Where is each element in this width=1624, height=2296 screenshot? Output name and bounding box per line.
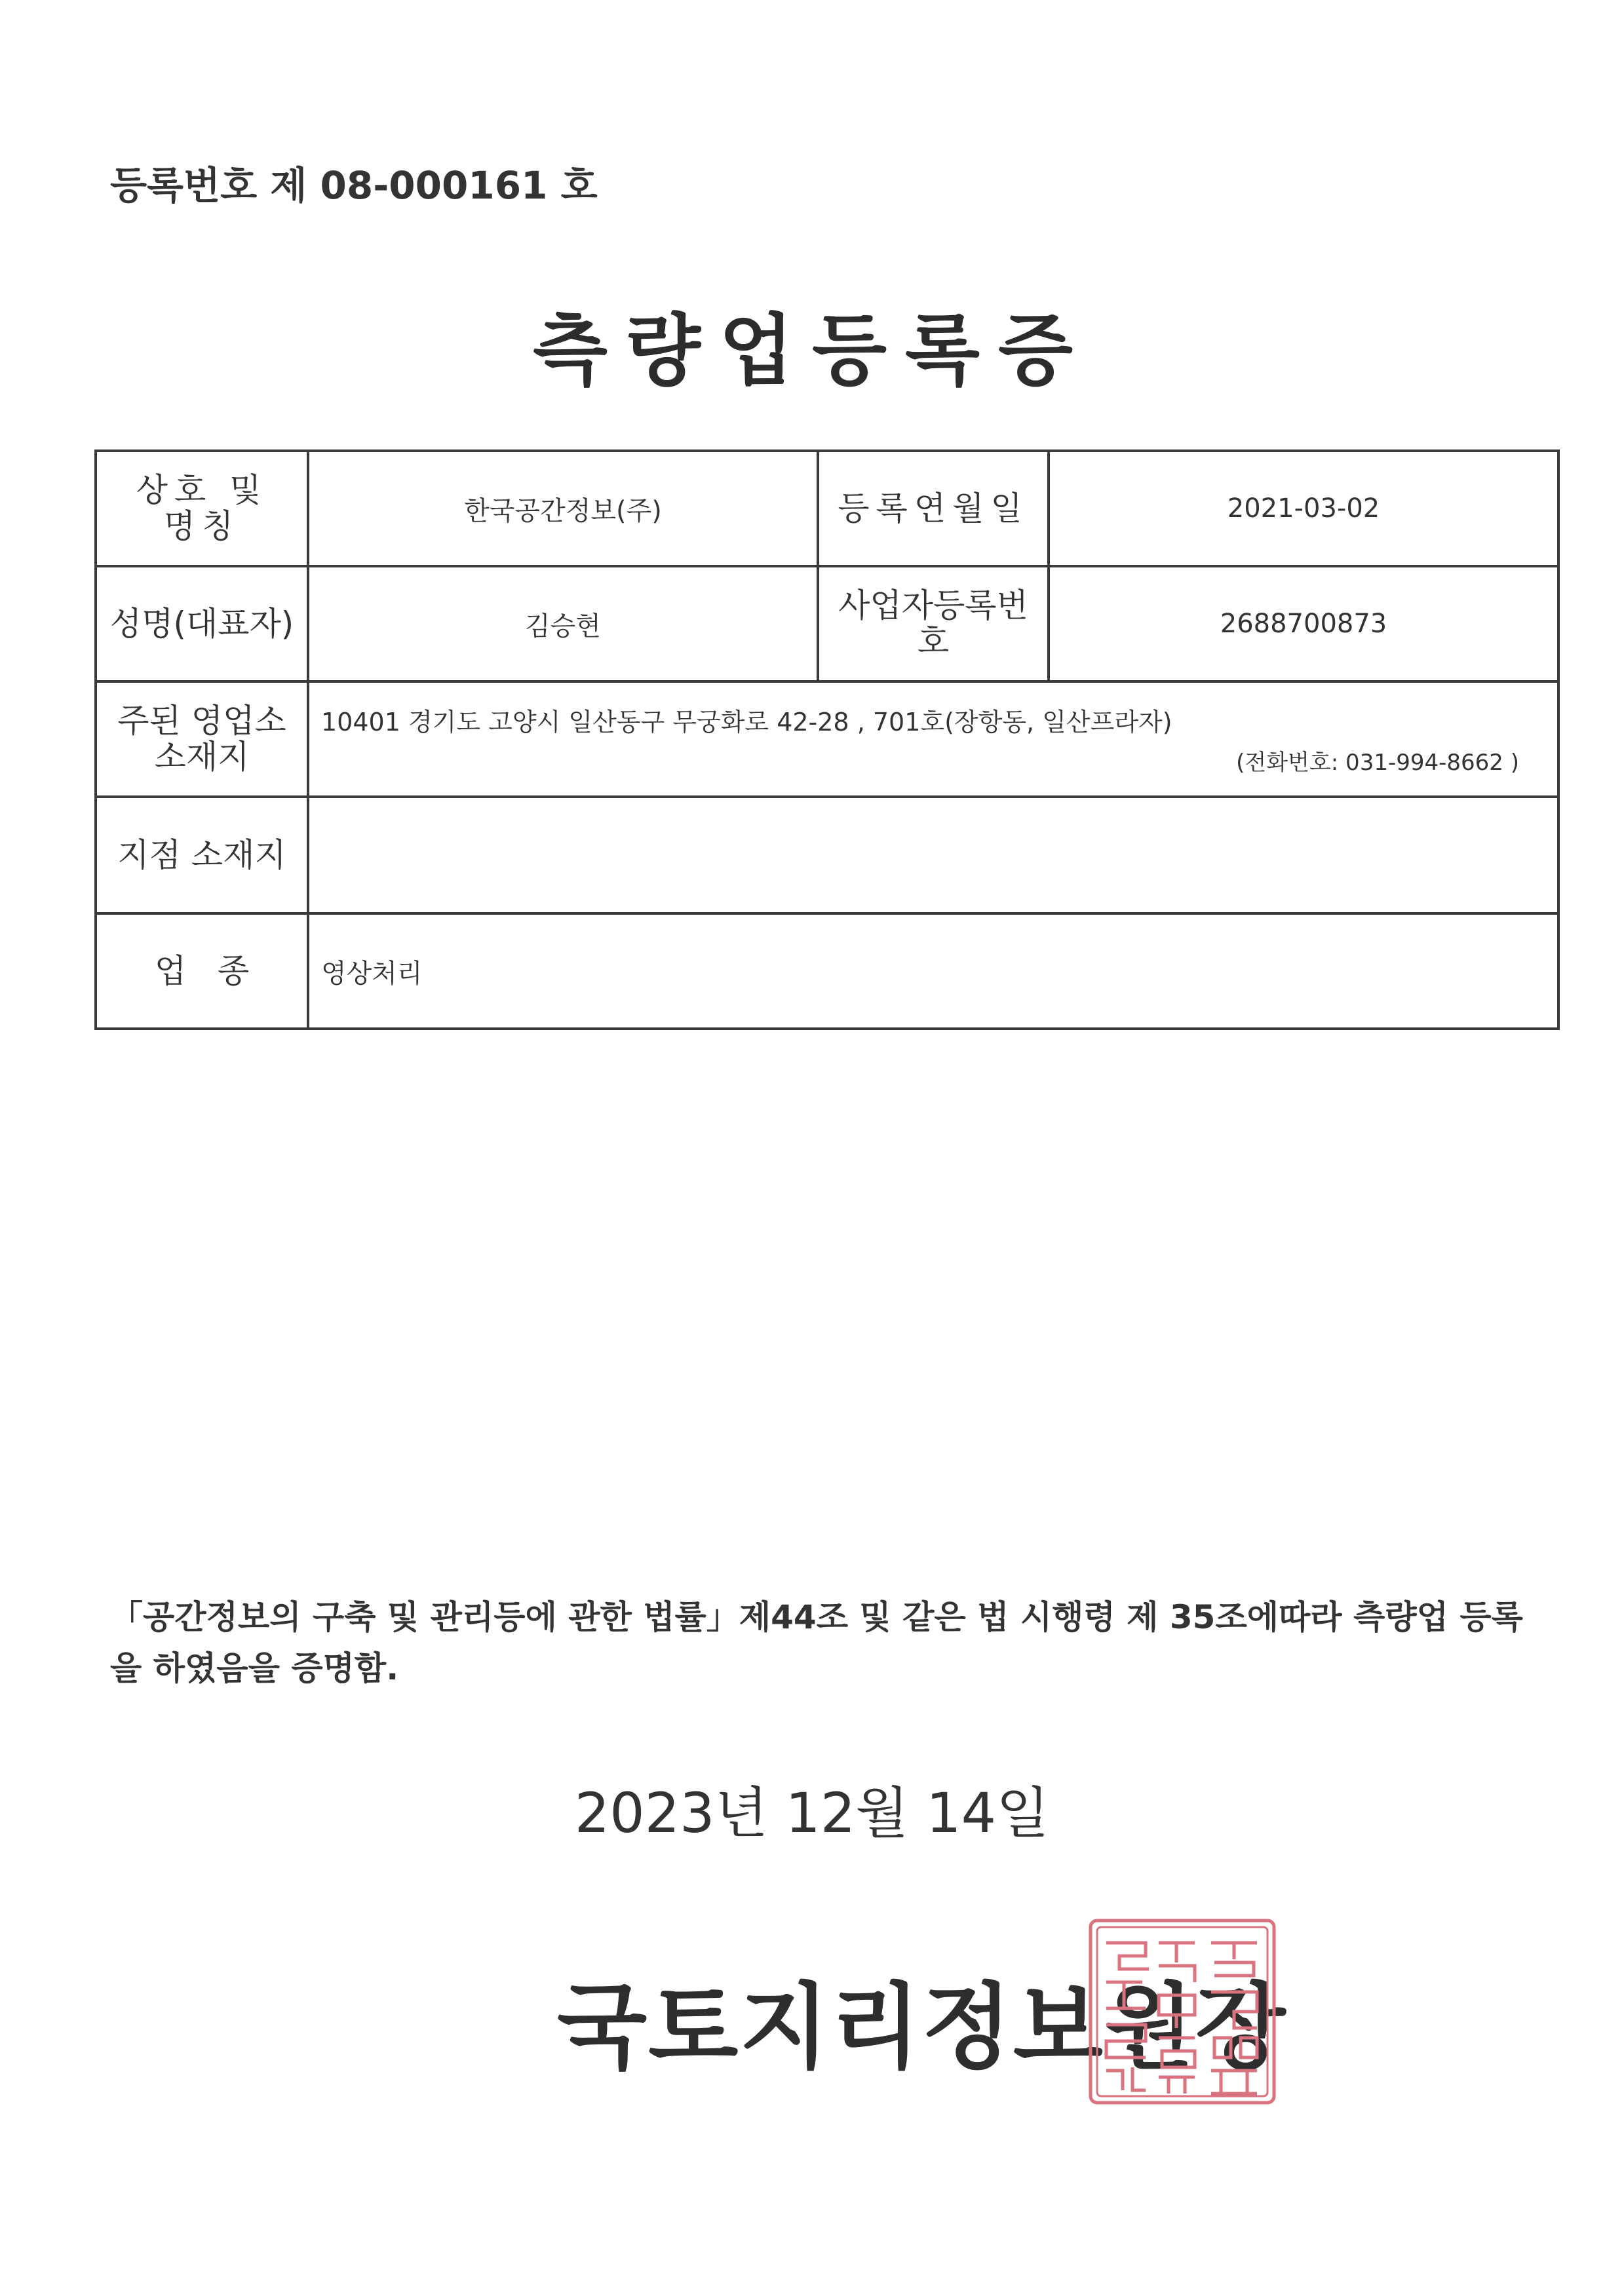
table-row bbox=[96, 797, 1558, 913]
table-row bbox=[96, 681, 1558, 797]
table-row bbox=[96, 566, 1558, 681]
issue-date: 2023년 12월 14일 bbox=[574, 1781, 1050, 1845]
main-office-label: 주된 영업소 소재지 bbox=[96, 681, 308, 797]
business-number-label: 사업자등록번호 bbox=[818, 566, 1049, 681]
industry-label: 업 종 bbox=[96, 913, 308, 1029]
representative-value: 김승현 bbox=[308, 566, 818, 681]
industry-value: 영상처리 bbox=[308, 913, 1558, 1029]
branch-value bbox=[308, 797, 1558, 913]
official-seal-icon bbox=[1087, 1917, 1278, 2107]
registration-number: 등록번호 제 08-000161 호 bbox=[110, 163, 598, 208]
main-office-address: 10401 경기도 고양시 일산동구 무궁화로 42-28 , 701호(장항동, 일산프라자) bbox=[321, 708, 1172, 737]
business-number-value: 2688700873 bbox=[1049, 566, 1558, 681]
certification-statement: 「공간정보의 구축 및 관리등에 관한 법률」제44조 및 같은 법 시행령 제 35조에따라 측량업 등록을 하였음을 증명함. bbox=[110, 1598, 1523, 1687]
table-row bbox=[96, 913, 1558, 1029]
main-office-phone: (전화번호: 031-994-8662 ) bbox=[1236, 750, 1519, 776]
registration-date-label: 등록연월일 bbox=[818, 451, 1049, 566]
representative-label: 성명(대표자) bbox=[96, 566, 308, 681]
table-row bbox=[96, 451, 1558, 566]
main-office-cell bbox=[308, 681, 1558, 797]
document-title: 측량업등록증 bbox=[533, 305, 1091, 396]
registration-info-table bbox=[94, 450, 1560, 1030]
registration-date-value: 2021-03-02 bbox=[1049, 451, 1558, 566]
branch-label: 지점 소재지 bbox=[96, 797, 308, 913]
company-name-value: 한국공간정보(주) bbox=[308, 451, 818, 566]
issuer-name: 국토지리정보원장 bbox=[557, 1974, 1287, 2082]
company-name-label: 상호 및 명칭 bbox=[96, 451, 308, 566]
